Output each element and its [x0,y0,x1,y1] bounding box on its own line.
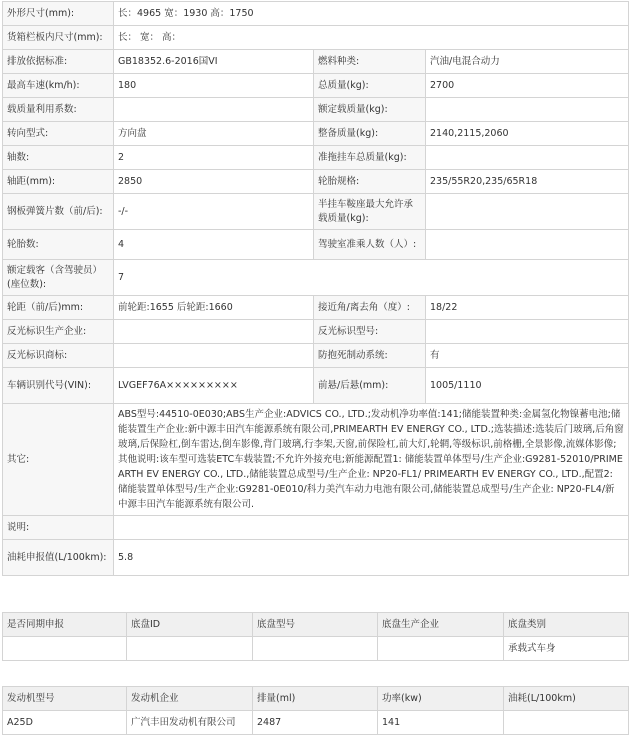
engine-header-cell: 功率(kw) [378,687,504,711]
dims-label: 外形尺寸(mm): [3,2,114,26]
emission-label: 排放依据标准: [3,50,114,74]
note-label: 说明: [3,516,114,540]
saddle-value [426,194,629,230]
other-label: 其它: [3,404,114,516]
spec-row-dimensions [3,2,629,26]
curb-mass-value: 2140,2115,2060 [426,122,629,146]
chassis-header-cell: 底盘ID [127,613,253,637]
engine-header-cell: 发动机企业 [127,687,253,711]
cargo-value: 长： 宽： 高： [114,26,629,50]
wheelbase-label: 轴距(mm): [3,170,114,194]
fuel-consumption-value: 5.8 [114,540,629,576]
total-mass-label: 总质量(kg): [314,74,426,98]
chassis-header-cell: 底盘类别 [504,613,629,637]
abs-value: 有 [426,344,629,368]
tire-spec-label: 轮胎规格: [314,170,426,194]
cab-passengers-value [426,230,629,260]
abs-label: 防抱死制动系统: [314,344,426,368]
engine-cell [504,711,629,735]
spec-row [3,146,629,170]
axles-label: 轴数: [3,146,114,170]
chassis-data-row [3,637,629,661]
chassis-header-row [3,613,629,637]
spring-label: 钢板弹簧片数（前/后): [3,194,114,230]
saddle-label: 半挂车鞍座最大允许承载质量(kg): [314,194,426,230]
engine-data-row [3,711,629,735]
cargo-label: 货箱栏板内尺寸(mm): [3,26,114,50]
spring-value: -/- [114,194,314,230]
spec-row [3,296,629,320]
total-mass-value: 2700 [426,74,629,98]
load-coef-label: 载质量利用系数: [3,98,114,122]
vin-label: 车辆识别代号(VIN): [3,368,114,404]
speed-value: 180 [114,74,314,98]
engine-header-cell: 油耗(L/100km) [504,687,629,711]
spec-row [3,98,629,122]
load-coef-value [114,98,314,122]
spec-row [3,170,629,194]
rated-load-value [426,98,629,122]
chassis-cell [253,637,378,661]
spec-row [3,194,629,230]
overhang-value: 1005/1110 [426,368,629,404]
chassis-cell [127,637,253,661]
other-value: ABS型号:44510-0E030;ABS生产企业:ADVICS CO., LTD.;发动机净功率值:141;储能装置种类:金属氢化物镍蓄电池;储能装置生产企业:新中源丰田汽车能源系统有限公司,PRIMEARTH EV ENERGY CO., LTD.;选装描述:选装后门玻璃,后角窗玻璃,后保险杠,倒车雷达,倒车影像,背门玻璃,行李架,天窗,前保险杠,前大灯,轮辋,等级标识,前格栅,全景影像,流媒体影像;其他说明:该车型可选装ETC车载装置;不允许外接充电;新能源配置1: 储能装置单体型号/生产企业:G9281-52010/PRIMEARTH EV ENERGY CO., LTD.,储能装置总成型号/生产企业: NP20-FL1/ PRIMEARTH EV ENERGY CO., LTD.,配置2: 储能装置单体型号/生产企业:G9281-0E010/科力美汽车动力电池有限公司,储能装置总成型号/生产企业: NP20-FL4/新中源丰田汽车能源系统有限公司. [114,404,629,516]
angles-value: 18/22 [426,296,629,320]
spec-row-fuel-consumption [3,540,629,576]
rated-load-label: 额定载质量(kg): [314,98,426,122]
speed-label: 最高车速(km/h): [3,74,114,98]
reflector-maker-value [114,320,314,344]
reflector-brand-label: 反光标识商标: [3,344,114,368]
wheelbase-value: 2850 [114,170,314,194]
spec-row [3,320,629,344]
steering-value: 方向盘 [114,122,314,146]
reflector-maker-label: 反光标识生产企业: [3,320,114,344]
spec-row [3,368,629,404]
angles-label: 接近角/离去角（度）: [314,296,426,320]
engine-header-cell: 发动机型号 [3,687,127,711]
spec-row-seats [3,260,629,296]
trailer-mass-label: 准拖挂车总质量(kg): [314,146,426,170]
cab-passengers-label: 驾驶室准乘人数（人）: [314,230,426,260]
engine-cell: A25D [3,711,127,735]
reflector-model-label: 反光标识型号: [314,320,426,344]
tire-spec-value: 235/55R20,235/65R18 [426,170,629,194]
emission-value: GB18352.6-2016国VI [114,50,314,74]
spec-row [3,122,629,146]
engine-header-cell: 排量(ml) [253,687,378,711]
reflector-model-value [426,320,629,344]
engine-cell: 广汽丰田发动机有限公司 [127,711,253,735]
chassis-header-cell: 底盘生产企业 [378,613,504,637]
engine-cell: 141 [378,711,504,735]
fuel-label: 燃料种类: [314,50,426,74]
dims-value: 长：4965 宽：1930 高：1750 [114,2,629,26]
track-value: 前轮距:1655 后轮距:1660 [114,296,314,320]
curb-mass-label: 整备质量(kg): [314,122,426,146]
chassis-table [2,612,629,661]
tire-count-label: 轮胎数: [3,230,114,260]
spec-row-cargo [3,26,629,50]
chassis-cell [3,637,127,661]
spec-row [3,50,629,74]
engine-header-row [3,687,629,711]
chassis-cell [378,637,504,661]
seats-label: 额定载客（含驾驶员）(座位数): [3,260,114,296]
chassis-header-cell: 是否同期申报 [3,613,127,637]
chassis-cell: 承载式车身 [504,637,629,661]
vin-value: LVGEF76A××××××××× [114,368,314,404]
tire-count-value: 4 [114,230,314,260]
track-label: 轮距（前/后)mm: [3,296,114,320]
reflector-brand-value [114,344,314,368]
spec-row [3,74,629,98]
trailer-mass-value [426,146,629,170]
spec-row-note [3,516,629,540]
spec-row-other [3,404,629,516]
chassis-header-cell: 底盘型号 [253,613,378,637]
note-value [114,516,629,540]
fuel-consumption-label: 油耗申报值(L/100km): [3,540,114,576]
spec-row [3,230,629,260]
engine-table [2,686,629,735]
fuel-value: 汽油/电混合动力 [426,50,629,74]
axles-value: 2 [114,146,314,170]
spec-row [3,344,629,368]
seats-value: 7 [114,260,629,296]
overhang-label: 前悬/后悬(mm): [314,368,426,404]
vehicle-spec-table [2,1,629,576]
engine-cell: 2487 [253,711,378,735]
steering-label: 转向型式: [3,122,114,146]
